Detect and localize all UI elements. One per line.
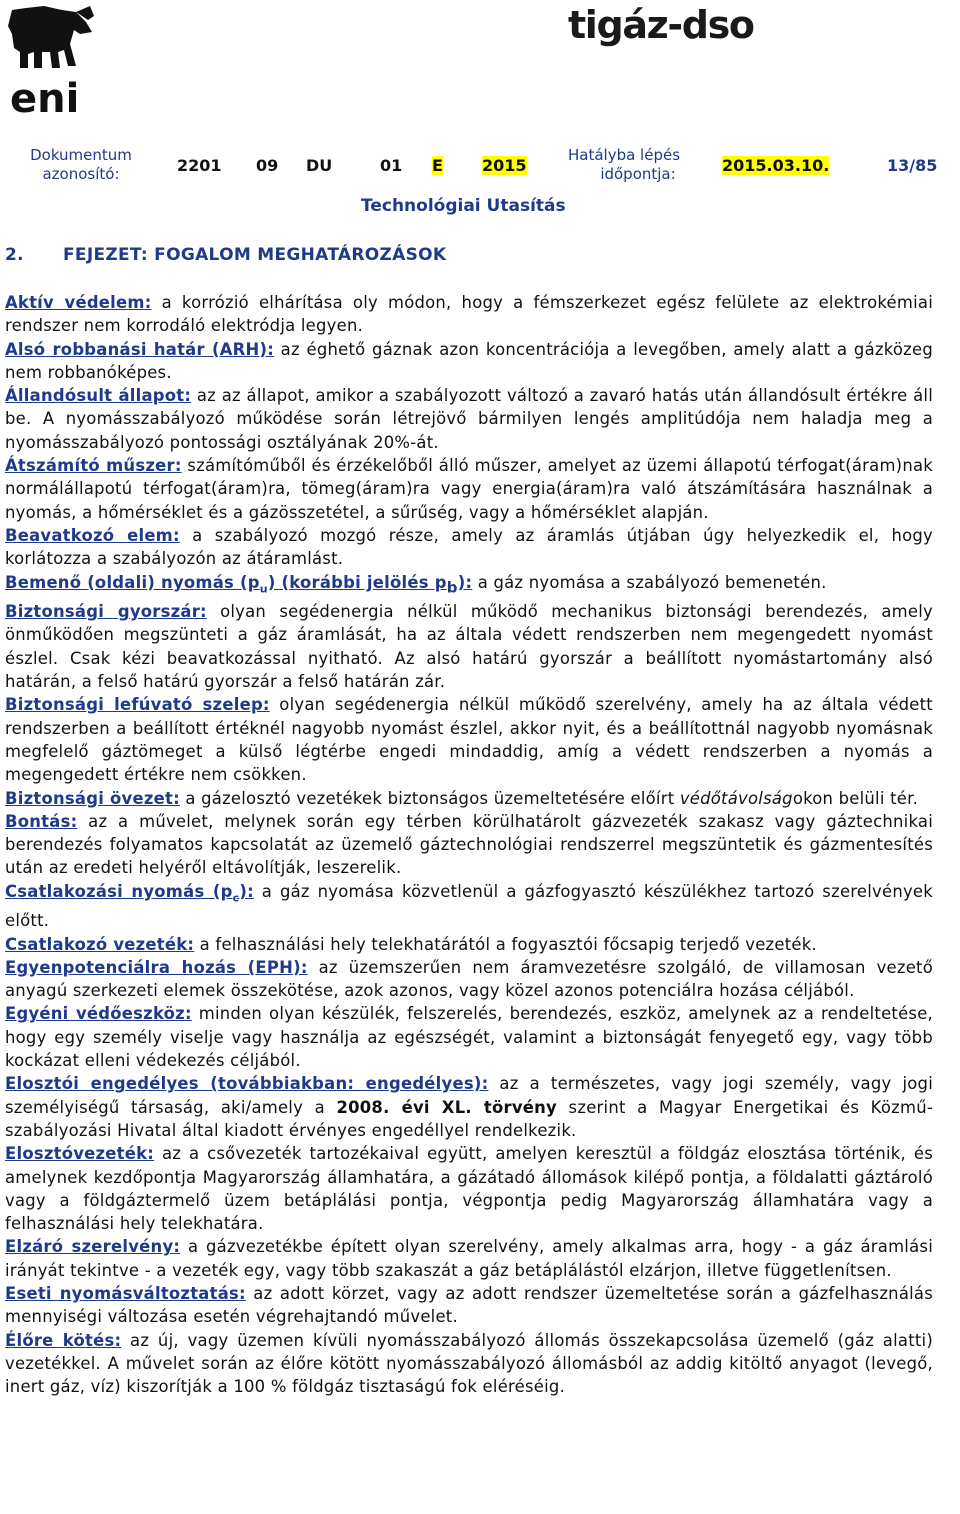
term-part: Bemenő (oldali) nyomás (p [5,572,260,592]
definition-text: az a természetes, vagy jogi személy, vagy jogi személyiségű társaság, aki/amely a [5,1074,933,1117]
definition-item [5,524,933,571]
definition-item [5,1235,933,1282]
definition-item [5,933,933,956]
definition-term: Egyéni védőeszköz: [5,1004,192,1024]
law-reference: 2008. évi XL. törvény [336,1097,557,1117]
doc-id-part-3: DU [306,156,333,175]
definition-item [5,880,933,933]
term-subscript: b [446,577,458,596]
definition-text: az az állapot, amikor a szabályozott változó a zavaró hatás után állandósult értékre áll be. A nyomásszabályozó működése során létrejövő bármilyen lengés amplitúdója nem haladja meg a nyomásszabályozó pontossági osztályának 20%-át. [5,386,933,452]
definition-item [5,810,933,880]
definition-item [5,1282,933,1329]
definition-term: Biztonsági lefúvató szelep: [5,695,270,715]
definition-item [5,454,933,524]
doc-id-part-5: E [432,156,443,175]
doc-id-part-4: 01 [380,156,403,175]
definition-text: az adott körzet, vagy az adott rendszer üzemeltetése során a gázfelhasználás mennyiségi változása esetén végrehajtandó művelet. [5,1284,933,1327]
definition-item [5,1329,933,1399]
definition-term: Alsó robbanási határ (ARH): [5,339,275,359]
document-meta-row [0,144,960,186]
definition-text: a gáz nyomása a szabályozó bemenetén. [472,572,827,592]
definitions-list [5,291,933,1399]
doc-id-part-2: 09 [256,156,279,175]
term-part: Csatlakozási nyomás (p [5,881,233,901]
definition-text: az új, vagy üzemen kívüli nyomásszabályozó állomás összekapcsolása üzemelő (gáz alatti) vezetékkel. A művelet során az élőre kötött nyomásszabályozó állomásból az addig kitöltő anyagot (levegő, inert gáz, víz) kiszorítják a 100 % földgáz tisztaságú fok eléréséig. [5,1330,933,1397]
doc-id-part-1: 2201 [177,156,222,175]
definition-item [5,291,933,338]
term-part: ): [457,572,473,592]
definition-text: minden olyan készülék, felszerelés, berendezés, eszköz, amelynek az a rendeltetése, hogy egy személy viselje vagy használja az egészségét, valamint a biztonságát fenyegető egy, vagy több kockázat elleni védekezés céljából. [5,1004,933,1071]
definition-text: a korrózió elhárítása oly módon, hogy a fémszerkezet egész felülete az elektrokémiai rendszer nem korrodáló elektródja legyen. [5,293,933,336]
definition-text-italic: védőtávolság [679,788,793,808]
definition-text: a gázelosztó vezetékek biztonságos üzemeltetésére előírt [179,788,680,808]
definition-text: az a művelet, melynek során egy térben körülhatárolt gázvezeték szakasz vagy gáztechnikai berendezés folyamatos kapcsolatát az üzemelő gáztechnológiai rendszerrel megszüntetik és gázmentesítés után az eredeti helyéről eltávolítják, leszerelik. [5,811,933,878]
effective-date-label [554,146,694,184]
definition-item [5,956,933,1003]
definition-term: Elosztóvezeték: [5,1144,155,1164]
definition-text: okon belüli tér. [792,788,919,808]
effective-date: 2015.03.10. [722,156,830,175]
definition-text: szerint a Magyar Energetikai és Közmű-szabályozási Hivatal által kiadott érvényes engedéllyel rendelkezik. [5,1097,934,1140]
chapter-title: FEJEZET: FOGALOM MEGHATÁROZÁSOK [63,245,447,265]
definition-text: a gázvezetékbe épített olyan szerelvény, amely alkalmas arra, hogy - a gáz áramlási irányát tekintve - a vezeték egy, vagy több szakaszát a gáz betáplálástól elzárjon, illetve függetlenítsen. [5,1237,933,1280]
definition-term: Biztonsági gyorszár: [5,602,207,622]
eni-logo [4,4,96,120]
definition-item [5,787,933,810]
effective-date-label-line2: időpontja: [600,165,676,183]
definition-term: Egyenpotenciálra hozás (EPH): [5,957,308,977]
definition-text: az éghető gáznak azon koncentrációja a levegőben, amely alatt a gázközeg nem robbanóképes. [5,339,934,382]
eni-logo-text: eni [10,76,80,120]
term-subscript: u [259,581,268,595]
page-number: 13/85 [887,156,938,175]
definition-term: Aktív védelem: [5,293,152,312]
definition-term: Élőre kötés: [5,1330,122,1350]
definition-item [5,1002,933,1072]
effective-date-label-line1: Hatályba lépés [567,146,681,164]
definition-text: az a csővezeték tartozékaival együtt, amelyen keresztül a földgáz elosztása történik, és amelynek kezdőpontja Magyarország államhatára, a gázátadó állomások kilépő pontja, a földalatti gáztároló vagy a földgáztermelő üzem betáplálási pontja, végpontja pedig Magyarország államhatára vagy a felhasználási hely telekhatára. [5,1144,933,1234]
tigaz-dso-logo-text: tigáz-dso [568,3,754,47]
doc-id-label [18,146,144,184]
definition-text: a szabályozó mozgó része, amely az áramlás útjában úgy helyezkedik el, hogy korlátozza a szabályozón az átáramlást. [5,525,934,569]
definition-term: Állandósult állapot: [5,386,192,406]
definition-term: Beavatkozó elem: [5,525,180,545]
definition-item [5,1072,933,1142]
definition-term [5,572,473,596]
doc-id-part-6: 2015 [482,156,527,175]
definition-item [5,1142,933,1235]
doc-id-label-line2: azonosító: [42,165,120,183]
document-subtitle: Technológiai Utasítás [361,196,566,216]
definition-term: Elzáró szerelvény: [5,1237,181,1257]
definition-item [5,338,933,385]
definition-text: a felhasználási hely telekhatárától a fogyasztói főcsapig terjedő vezeték. [194,934,817,954]
definition-text: olyan segédenergia nélkül működő szerelvény, amely ha az általa védett rendszerben a beállított értéknél nagyobb nyomást észlel, akkor nyit, és a beállítottnál nagyobb nyomásnak megfelelő gáztömeget a külső légtérbe engedi mindaddig, amíg a védett rendszerben a nyomás a megengedett értékre nem csökken. [5,695,933,785]
definition-term: Biztonsági övezet: [5,788,180,808]
definition-term: Csatlakozó vezeték: [5,934,195,954]
definition-term: Eseti nyomásváltoztatás: [5,1284,246,1304]
definition-term: Elosztói engedélyes (továbbiakban: engedélyes): [5,1074,489,1094]
definition-term: Átszámító műszer: [5,456,182,476]
doc-id-label-line1: Dokumentum [30,146,132,164]
definition-item [5,600,933,693]
definition-text: számítóműből és érzékelőből álló műszer, amelyet az üzemi állapotú térfogat(áram)nak normálállapotú térfogat(áram)ra, tömeg(áram)ra vagy energia(áram)ra való átszámítására használnak a nyomás, a hőmérséklet és a gázösszetétel, a sűrűség, vagy a hőmérséklet alapján. [5,456,933,522]
definition-item [5,693,933,786]
definition-text: olyan segédenergia nélkül működő mechanikus biztonsági berendezés, amely önműködően megszünteti a gáz áramlását, ha az általa védett rendszerben nem megengedett nyomást észlel. Csak kézi beavatkozással nyitható. Az alsó határú gyorszár a beállított nyomástartomány alsó határán, a felső határú gyorszár a felső határán zár. [5,602,933,692]
definition-text: az üzemszerűen nem áramvezetésre szolgáló, de villamosan vezető anyagú szerkezeti elemek összekötése, azok azonos, vagy közel azonos potenciálra hozása céljából. [5,957,933,1001]
term-part: ) (korábbi jelölés p [267,572,447,592]
term-part: ): [239,881,254,901]
chapter-heading [5,245,446,265]
definition-term: Bontás: [5,811,78,831]
definition-term [5,881,254,904]
term-subscript: c [232,890,240,904]
definition-text: a gáz nyomása közvetlenül a gázfogyasztó készülékhez tartozó szerelvények előtt. [5,881,933,931]
chapter-number: 2. [5,245,24,265]
definition-item [5,571,933,601]
tigaz-dso-logo [566,0,758,50]
definition-item [5,384,933,454]
